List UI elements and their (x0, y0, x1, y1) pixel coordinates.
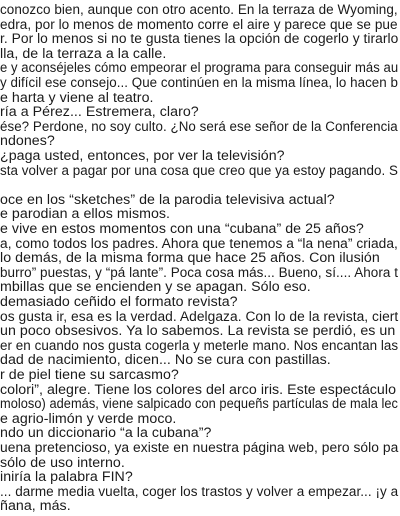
text-line: a, como todos los padres. Ahora que tenemos a “la nena” criada, (0, 235, 398, 252)
text-line: e vive en estos momentos con una “cubana” de 25 años? (0, 221, 364, 237)
text-line: moloso) además, viene salpicado con pequeñs partículas de mala lec (0, 396, 399, 413)
text-line: iniría la palabra FIN? (0, 469, 133, 486)
text-line: conozco bien, aunque con otro acento. En la terraza de Wyoming, (0, 2, 398, 18)
text-line: y difícil ese consejo... Que continúen en la misma línea, lo hacen b (0, 75, 398, 91)
text-line: un poco obsesivos. Ya lo sabemos. La revista se perdió, es un (0, 323, 396, 340)
text-line: burro” puestas, y “pá lante”. Poca cosa más... Bueno, sí.... Ahora t (0, 264, 399, 281)
text-line: ñana, más. (0, 498, 71, 515)
text-line: dad de nacimiento, dicen... No se cura con pastillas. (0, 352, 331, 369)
text-line: ¿paga usted, entonces, por ver la televisión? (0, 148, 285, 164)
text-line: colori”, alegre. Tiene los colores del arco iris. Este espectáculo (0, 381, 397, 398)
text-line: ndones? (0, 133, 55, 150)
text-line: er en cuando nos gusta cogerla y meterle mano. Nos encantan las (0, 337, 399, 354)
text-line: mbillas que se encienden y se apagan. Sólo eso. (0, 279, 311, 296)
text-line: ría a Pérez... Estremera, claro? (0, 104, 199, 121)
text-line: os gusta ir, esa es la verdad. Adelgaza. Con lo de la revista, ciert (0, 308, 399, 325)
text-line: r. Por lo menos si no te gusta tienes la opción de cogerlo y tirarlo (0, 31, 399, 48)
text-line: ése? Perdone, no soy culto. ¿No será ese señor de la Conferencia (0, 118, 398, 135)
text-line: ndo un diccionario “a la cubana”? (0, 425, 212, 442)
text-line: e parodian a ellos mismos. (0, 206, 171, 223)
text-line: lla, de la terraza a la calle. (0, 45, 167, 62)
text-line: sólo de uso interno. (0, 454, 125, 471)
text-line: demasiado ceñido el formato revista? (0, 294, 238, 310)
text-line: lo demás, de la misma forma que hace 25 años. Con ilusión (0, 250, 380, 267)
text-line: ... darme media vuelta, coger los trastos y volver a empezar... ¡y a (0, 483, 399, 500)
text-line: e y aconséjeles cómo empeorar el programa para conseguir más au (0, 60, 399, 77)
text-line: e agrio-limón y verde moco. (0, 410, 177, 427)
text-line: oce en los “sketches” de la parodia televisiva actual? (0, 191, 335, 208)
text-line: r de piel tiene su sarcasmo? (0, 367, 179, 383)
text-line: sta volver a pagar por una cosa que creo que ya estoy pagando. S (0, 162, 399, 179)
text-line: e harta y viene al teatro. (0, 89, 154, 106)
text-line: uena pretencioso, ya existe en nuestra página web, pero sólo pa (0, 440, 399, 456)
text-line: edra, por lo menos de momento corre el aire y parece que se pue (0, 16, 398, 33)
